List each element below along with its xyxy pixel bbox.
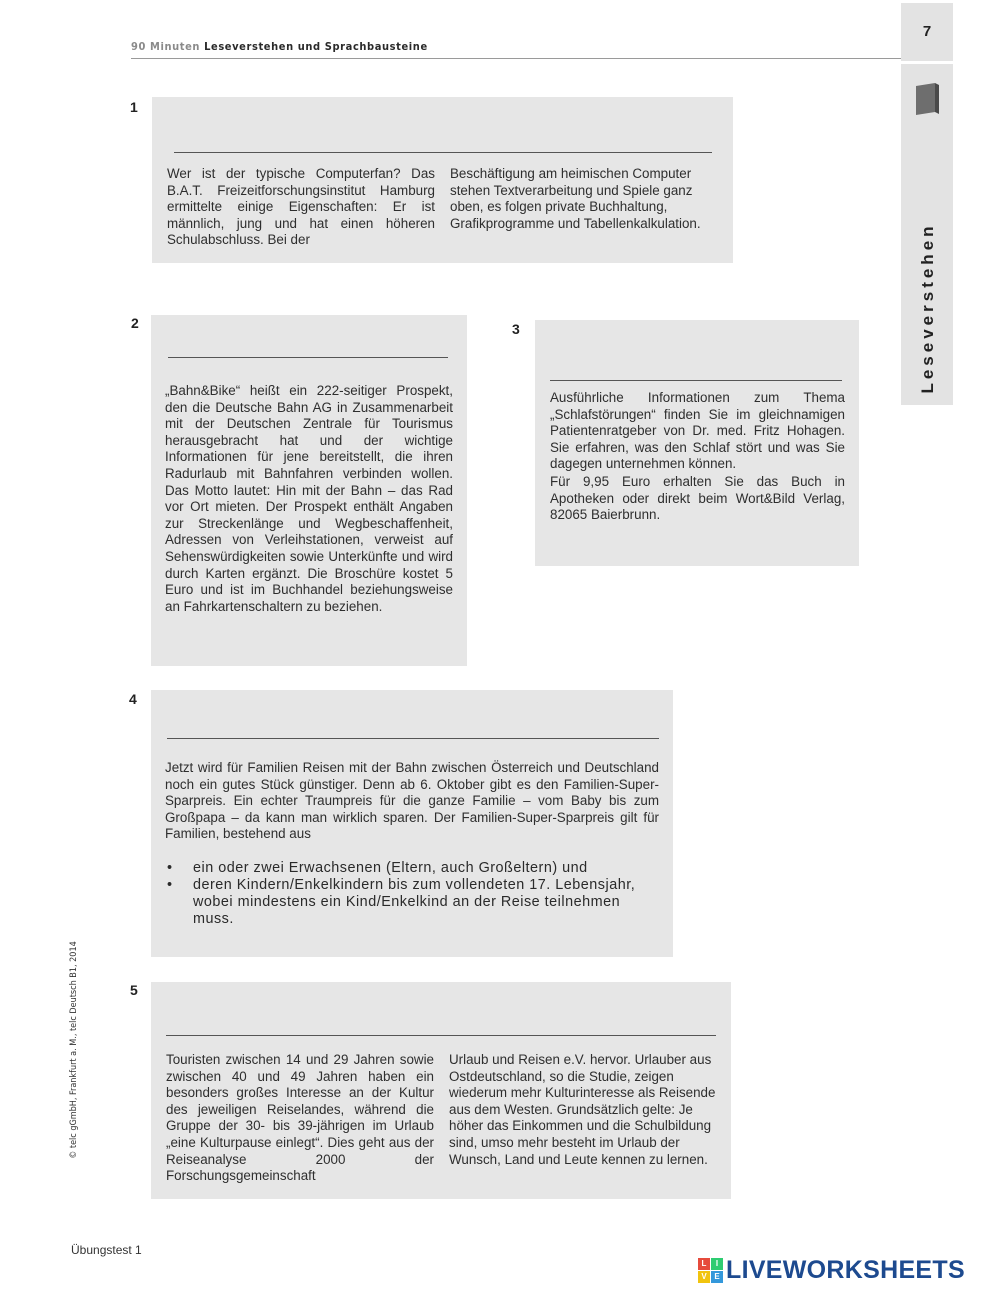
logo-square-l: L [698, 1258, 710, 1270]
text-1-column-1: Wer ist der typische Computerfan? Das B.A.T. Freizeitforschungsinstitut Hamburg ermittelte einige Eigenschaften: Er ist männlich, jung und hat einen höheren Schulabschluss. Bei der [167, 166, 435, 248]
text-4-bullet-list [165, 860, 661, 928]
text-1-column-2: Beschäftigung am heimischen Computer stehen Textverarbeitung und Spiele ganz oben, es folgen private Buchhaltung, Grafikprogramme und Tabellenkalkulation. [450, 166, 701, 231]
text-2-body: „Bahn&Bike“ heißt ein 222-seitiger Prospekt, den die Deutsche Bahn AG in Zusammenarbeit mit der Deutschen Zentrale für Tourismus herausgebracht hat und der wichtige Informationen für jene bereitstellt, die ihren Radurlaub mit Bahnfahren verbinden wollen. Das Motto lautet: Hin mit der Bahn – das Rad vor Ort mieten. Der Prospekt enthält Angaben zur Streckenlänge und Wegbeschaffenheit, Adressen von Verleihstationen, verweist auf Sehenswürdigkeiten sowie Unterkünfte und wird durch Karten ergänzt. Die Broschüre kostet 5 Euro und ist im Buchhandel beziehungsweise an Fahrkartenschaltern zu beziehen. [165, 383, 453, 614]
text-4-body: Jetzt wird für Familien Reisen mit der Bahn zwischen Österreich und Deutschland noch ein gutes Stück günstiger. Denn ab 6. Oktober gibt es den Familien-Super-Sparpreis. Ein echter Traumpreis für die ganze Familie – vom Baby bis zum Großpapa – da kann man wirklich sparen. Der Familien-Super-Sparpreis gilt für Familien, bestehend aus [165, 760, 659, 842]
text-number-4: 4 [129, 691, 137, 707]
text-number-3: 3 [512, 321, 520, 337]
heading-answer-line-1[interactable] [174, 152, 712, 153]
text-3-body-1: Ausführliche Informationen zum Thema „Schlafstörungen“ finden Sie im gleichnamigen Patientenratgeber von Dr. med. Fritz Hohagen. Sie erfahren, was den Schlaf stört und was Sie dagegen unternehmen können. [550, 390, 845, 472]
logo-square-i: I [711, 1258, 723, 1270]
text-number-2: 2 [131, 315, 139, 331]
logo-wordmark: LIVEWORKSHEETS [726, 1255, 965, 1284]
logo-square-v: V [698, 1271, 710, 1283]
text-box-4 [151, 690, 673, 957]
book-icon [913, 80, 941, 118]
logo-squares [698, 1258, 723, 1283]
text-box-5 [151, 982, 731, 1199]
heading-answer-line-3[interactable] [550, 380, 842, 381]
heading-answer-line-2[interactable] [168, 357, 448, 358]
side-tab-separator [901, 61, 953, 64]
text-3-body-2: Für 9,95 Euro erhalten Sie das Buch in Apotheken oder direkt beim Wort&Bild Verlag, 82065 Baierbrunn. [550, 474, 845, 523]
list-item: • ein oder zwei Erwachsenen (Eltern, auch Großeltern) und [167, 860, 588, 876]
text-number-5: 5 [130, 982, 138, 998]
copyright-note: © telc gGmbH, Frankfurt a. M., telc Deutsch B1, 2014 [69, 941, 79, 1159]
heading-answer-line-4[interactable] [167, 738, 659, 739]
header-rule [131, 58, 903, 59]
logo-square-e: E [711, 1271, 723, 1283]
header-prefix: 90 Minuten [131, 40, 201, 53]
heading-answer-line-5[interactable] [166, 1035, 716, 1036]
footer-label: Übungstest 1 [71, 1243, 142, 1257]
page-number: 7 [922, 23, 932, 40]
liveworksheets-logo[interactable] [698, 1256, 965, 1284]
text-5-column-1: Touristen zwischen 14 und 29 Jahren sowie zwischen 40 und 49 Jahren haben ein besonders großes Interesse an der Kultur des jeweiligen Reiselandes, während die Gruppe der 30- bis 39-jährigen im Urlaub „eine Kulturpause einlegt“. Dies geht aus der Reiseanalyse 2000 der Forschungsgemeinschaft [166, 1052, 434, 1184]
bullet-glyph: • [167, 860, 173, 876]
text-box-3 [535, 320, 859, 566]
list-item: • deren Kindern/Enkelkindern bis zum vollendeten 17. Lebensjahr, wobei mindestens ein Kind/Enkelkind an der Reise teilnehmen muss. [167, 877, 636, 927]
running-header [131, 40, 901, 53]
header-title: Leseverstehen und Sprachbausteine [204, 40, 428, 53]
text-5-column-2: Urlaub und Reisen e.V. hervor. Urlauber aus Ostdeutschland, so die Studie, zeigen wiederum mehr Kulturinteresse als Reisende aus dem Westen. Grundsätzlich gelte: Je höher das Einkommen und die Schulbildung sind, umso mehr besteht im Urlaub der Wunsch, Land und Leute kennen zu lernen. [449, 1052, 716, 1167]
text-box-2 [151, 315, 467, 666]
text-number-1: 1 [130, 99, 138, 115]
bullet-glyph: • [167, 877, 173, 893]
section-label: Leseverstehen [918, 222, 937, 394]
text-box-1 [152, 97, 733, 263]
